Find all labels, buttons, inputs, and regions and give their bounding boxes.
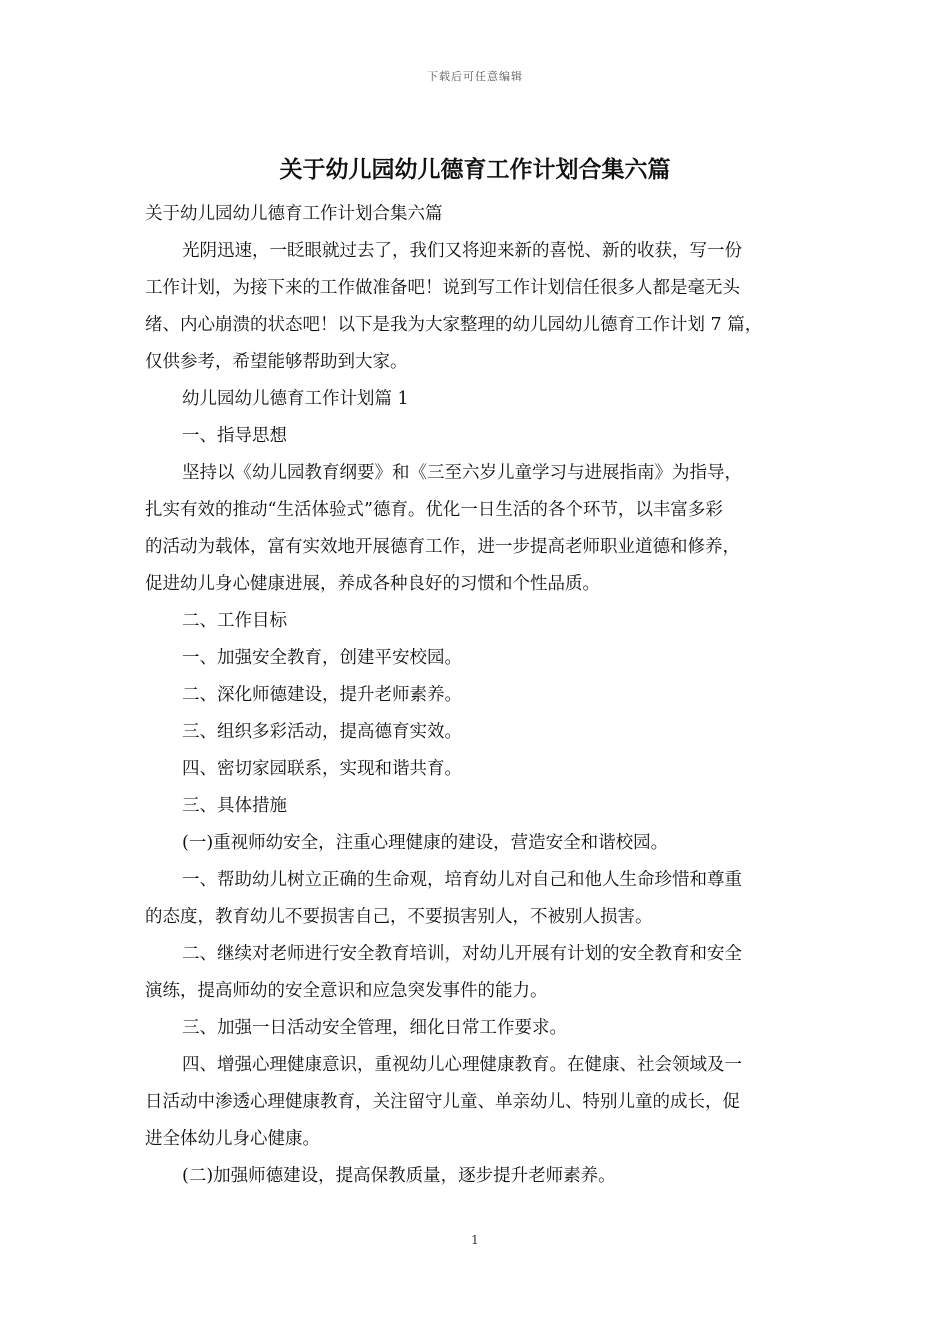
body-line: 的态度，教育幼儿不要损害自己，不要损害别人，不被别人损害。 [145,907,653,927]
body-line: 光阴迅速，一眨眼就过去了，我们又将迎来新的喜悦、新的收获，写一份 [182,241,742,261]
body-line: 工作计划，为接下来的工作做准备吧！说到写工作计划信任很多人都是毫无头 [145,278,740,298]
body-line: 促进幼儿身心健康进展，养成各种良好的习惯和个性品质。 [145,574,600,594]
body-line: 扎实有效的推动“生活体验式”德育。优化一日生活的各个环节，以丰富多彩 [145,500,723,520]
body-line: 幼儿园幼儿德育工作计划篇 1 [182,389,409,409]
body-line: 绪、内心崩溃的状态吧！以下是我为大家整理的幼儿园幼儿德育工作计划 7 篇， [145,315,763,335]
body-line: 坚持以《幼儿园教育纲要》和《三至六岁儿童学习与进展指南》为指导， [182,463,742,483]
body-line: 关于幼儿园幼儿德育工作计划合集六篇 [145,204,443,224]
body-line: 二、继续对老师进行安全教育培训，对幼儿开展有计划的安全教育和安全 [182,944,742,964]
body-line: (二)加强师德建设，提高保教质量，逐步提升老师素养。 [182,1166,616,1186]
body-line: 四、增强心理健康意识，重视幼儿心理健康教育。在健康、社会领域及一 [182,1055,742,1075]
body-line: 一、加强安全教育，创建平安校园。 [182,648,462,668]
body-line: 四、密切家园联系，实现和谐共育。 [182,759,462,779]
body-line: 三、具体措施 [182,796,287,816]
body-line: 仅供参考，希望能够帮助到大家。 [145,352,408,372]
body-line: 三、组织多彩活动，提高德育实效。 [182,722,462,742]
body-line: 一、指导思想 [182,426,287,446]
body-line: 的活动为载体，富有实效地开展德育工作，进一步提高老师职业道德和修养， [145,537,740,557]
body-line: 二、工作目标 [182,611,287,631]
body-line: 日活动中渗透心理健康教育，关注留守儿童、单亲幼儿、特别儿童的成长，促 [145,1092,740,1112]
body-line: 进全体幼儿身心健康。 [145,1129,320,1149]
body-line: 三、加强一日活动安全管理，细化日常工作要求。 [182,1018,567,1038]
page-number: 1 [471,1233,479,1247]
body-line: 二、深化师德建设，提升老师素养。 [182,685,462,705]
document-title: 关于幼儿园幼儿德育工作计划合集六篇 [279,156,671,183]
body-line: 一、帮助幼儿树立正确的生命观，培育幼儿对自己和他人生命珍惜和尊重 [182,870,742,890]
page-header-note: 下载后可任意编辑 [427,70,523,83]
body-line: (一)重视师幼安全，注重心理健康的建设，营造安全和谐校园。 [182,833,669,853]
body-line: 演练，提高师幼的安全意识和应急突发事件的能力。 [145,981,548,1001]
document-body [145,196,810,1195]
